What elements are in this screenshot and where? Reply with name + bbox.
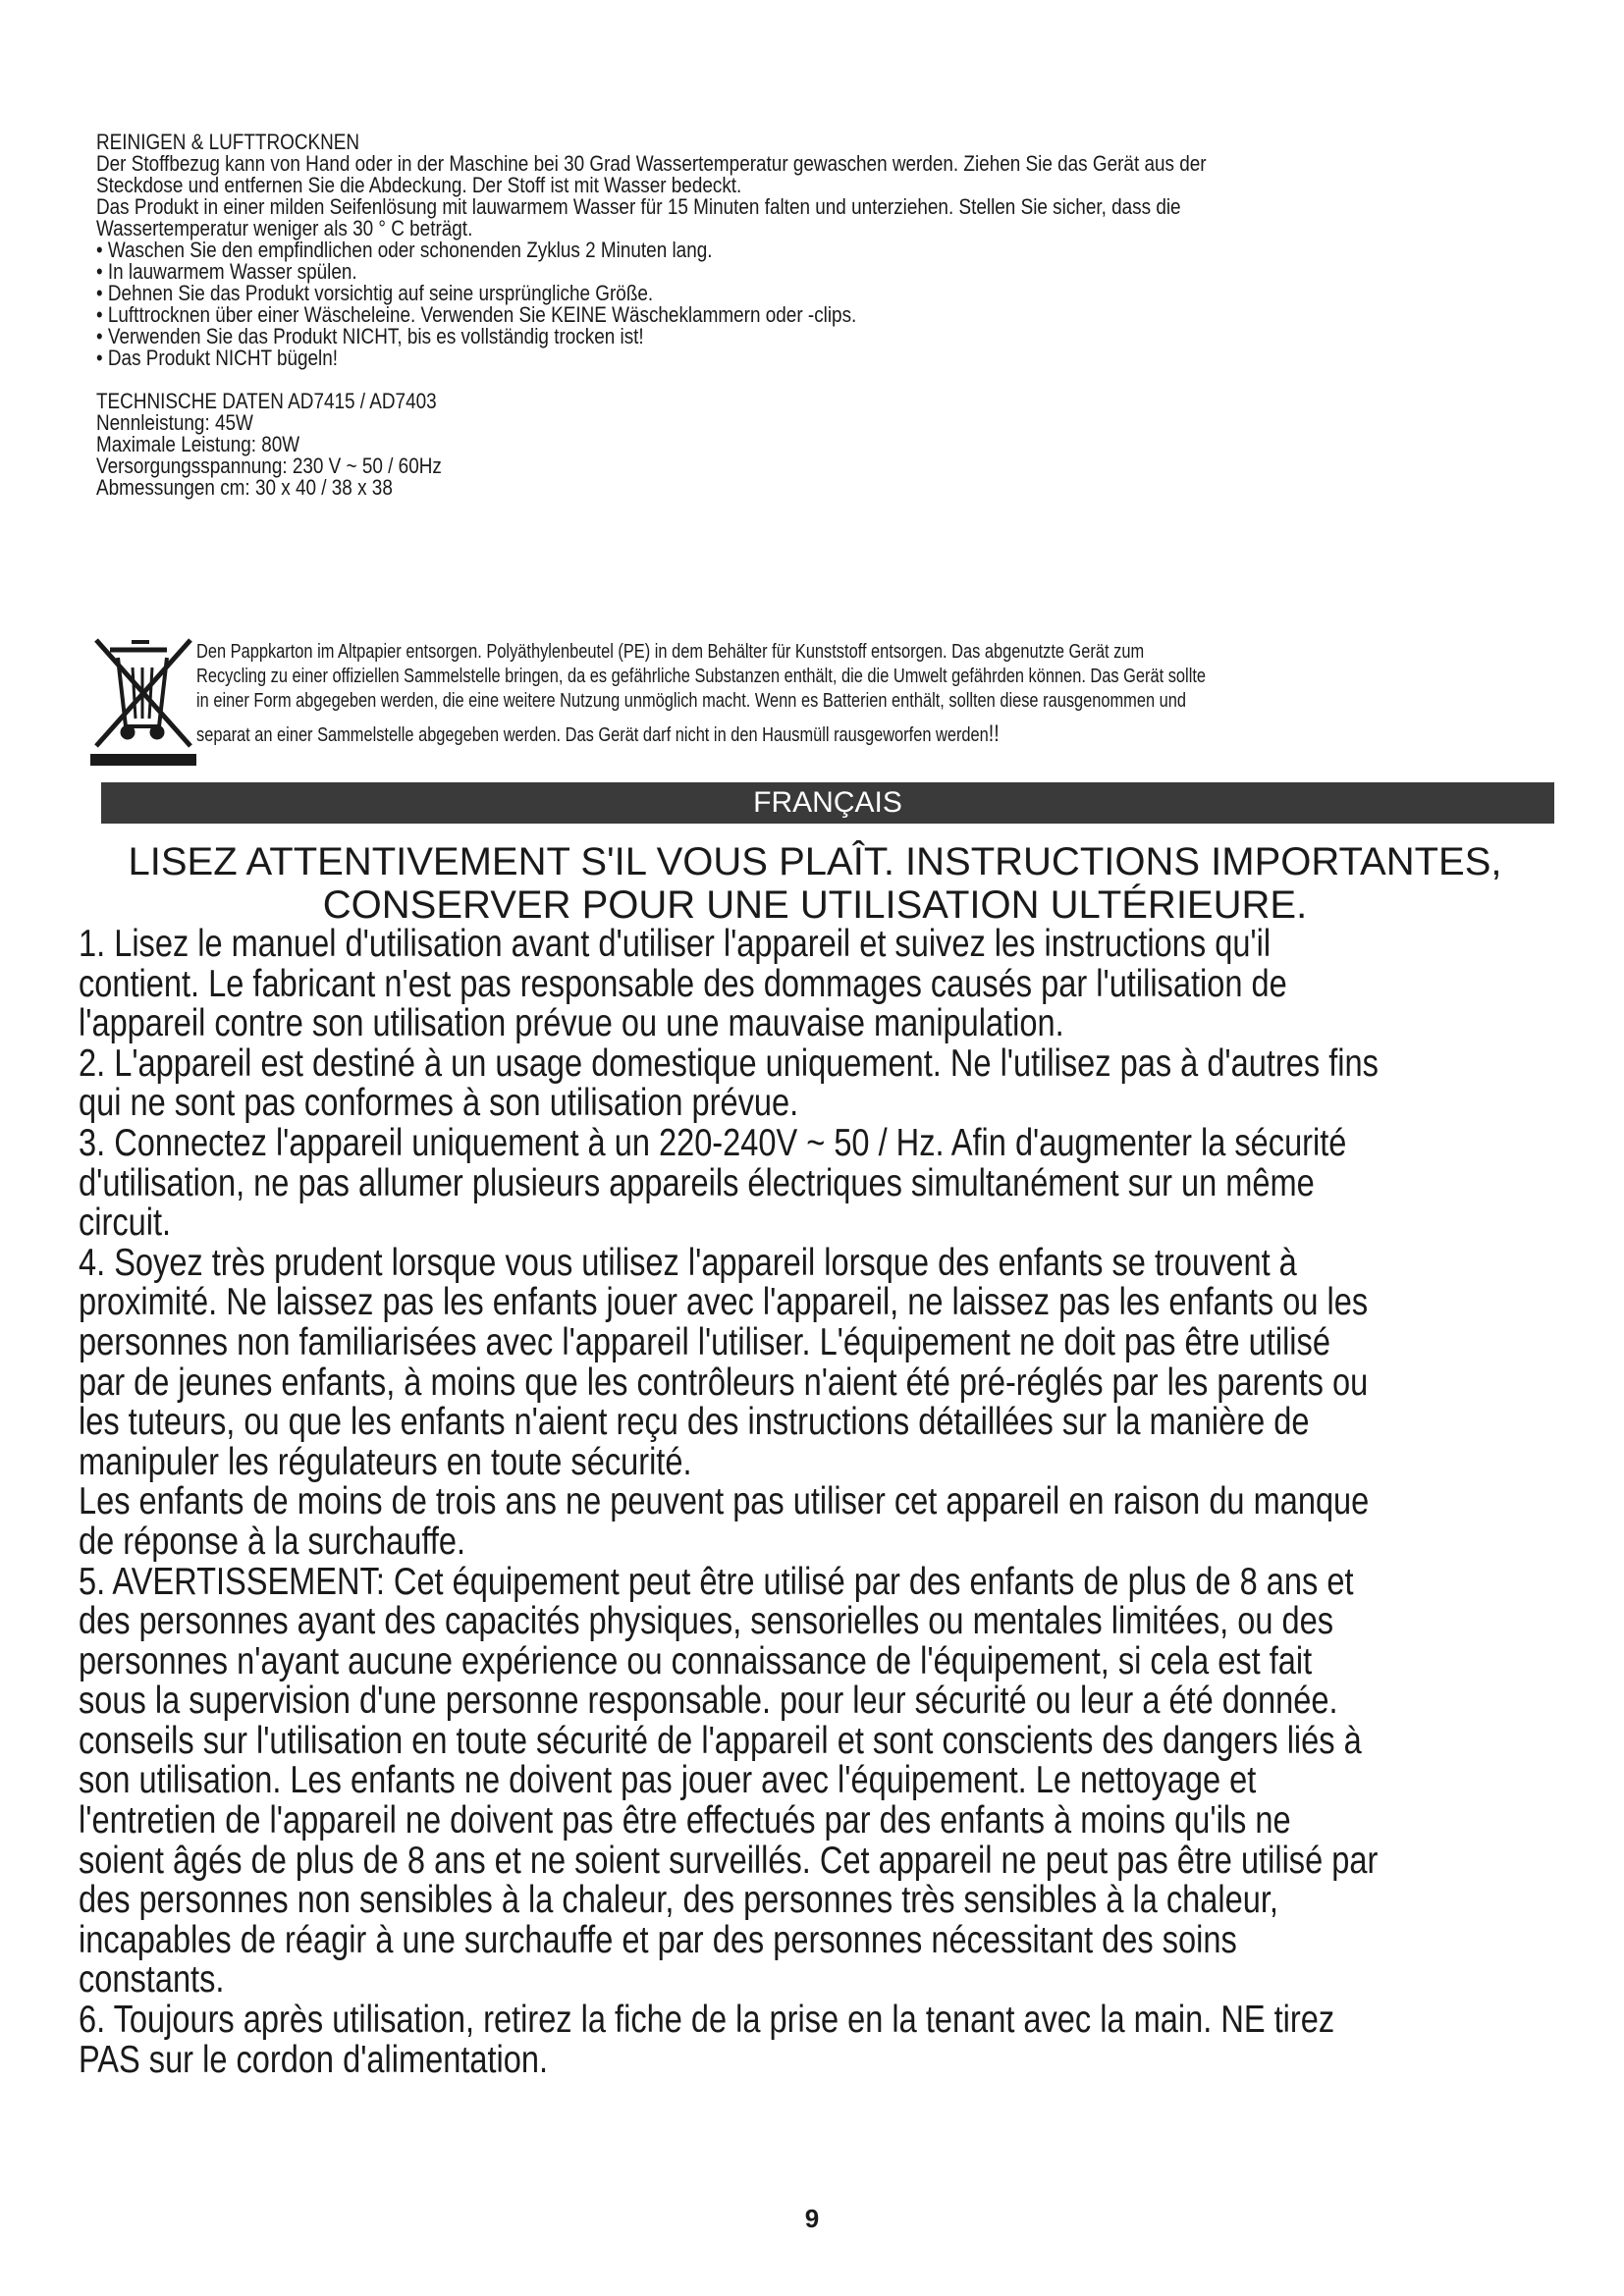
disposal-line: Den Pappkarton im Altpapier entsorgen. Polyäthylenbeutel (PE) in dem Behälter für Kunststoff entsorgen. Das abgenutzte Gerät zum <box>196 641 1145 663</box>
crossed-out-wheelie-bin-icon <box>88 628 198 766</box>
instruction-line: 3. Connectez l'appareil uniquement à un 220-240V ~ 50 / Hz. Afin d'augmenter la sécurité <box>79 1121 1347 1164</box>
instruction-line: manipuler les régulateurs en toute sécurité. <box>79 1440 692 1483</box>
instruction-line: 1. Lisez le manuel d'utilisation avant d'utiliser l'appareil et suivez les instructions qu'il <box>79 923 1272 965</box>
cleaning-line: Wassertemperatur weniger als 30 ° C beträgt. <box>96 216 473 240</box>
tech-line: Versorgungsspannung: 230 V ~ 50 / 60Hz <box>96 454 442 478</box>
instruction-line: l'appareil contre son utilisation prévue ou une mauvaise manipulation. <box>79 1002 1064 1045</box>
cleaning-bullet: • In lauwarmem Wasser spülen. <box>96 259 357 284</box>
instruction-line: personnes non familiarisées avec l'appareil l'utiliser. L'équipement ne doit pas être utilisé <box>79 1320 1330 1363</box>
instruction-line: conseils sur l'utilisation en toute sécurité de l'appareil et sont conscients des dangers liés à <box>79 1719 1362 1762</box>
french-instructions <box>79 925 1554 2080</box>
cleaning-bullet: • Dehnen Sie das Produkt vorsichtig auf seine ursprüngliche Größe. <box>96 281 654 305</box>
german-section <box>96 132 1346 499</box>
disposal-line <box>196 721 1500 748</box>
french-title <box>79 840 1551 927</box>
disposal-line: in einer Form abgegeben werden, die eine weitere Nutzung unmöglich macht. Wenn es Batterien enthält, sollten diese rausgenommen und <box>196 690 1186 712</box>
cleaning-line: Der Stoffbezug kann von Hand oder in der Maschine bei 30 Grad Wassertemperatur gewaschen werden. Ziehen Sie das Gerät aus der <box>96 151 1207 176</box>
instruction-line: incapables de réagir à une surchauffe et par des personnes nécessitant des soins <box>79 1918 1237 1961</box>
instruction-line: les tuteurs, ou que les enfants n'aient reçu des instructions détaillées sur la manière de <box>79 1401 1310 1444</box>
instruction-line: par de jeunes enfants, à moins que les contrôleurs n'aient été pré-réglés par les parents ou <box>79 1361 1369 1404</box>
cleaning-heading: REINIGEN & LUFTTROCKNEN <box>96 130 360 154</box>
instruction-line: d'utilisation, ne pas allumer plusieurs appareils électriques simultanément sur un même <box>79 1161 1315 1204</box>
cleaning-line: Steckdose und entfernen Sie die Abdeckung. Der Stoff ist mit Wasser bedeckt. <box>96 173 742 197</box>
cleaning-line: Das Produkt in einer milden Seifenlösung mit lauwarmem Wasser für 15 Minuten falten und unterziehen. Stellen Sie sicher, dass die <box>96 194 1181 219</box>
cleaning-bullet: • Verwenden Sie das Produkt NICHT, bis es vollständig trocken ist! <box>96 324 644 348</box>
instruction-line: son utilisation. Les enfants ne doivent pas jouer avec l'équipement. Le nettoyage et <box>79 1759 1257 1802</box>
instruction-line: 6. Toujours après utilisation, retirez la fiche de la prise en la tenant avec la main. NE tirez <box>79 1999 1335 2042</box>
instruction-line: des personnes non sensibles à la chaleur, des personnes très sensibles à la chaleur, <box>79 1879 1278 1922</box>
spacer <box>96 369 1346 391</box>
tech-heading: TECHNISCHE DATEN AD7415 / AD7403 <box>96 389 437 413</box>
cleaning-bullet: • Waschen Sie den empfindlichen oder schonenden Zyklus 2 Minuten lang. <box>96 238 713 262</box>
instruction-line: sous la supervision d'une personne responsable. pour leur sécurité ou leur a été donnée. <box>79 1680 1338 1723</box>
disposal-exclamation: !! <box>988 721 1000 747</box>
tech-line: Nennleistung: 45W <box>96 410 253 435</box>
title-line: LISEZ ATTENTIVEMENT S'IL VOUS PLAÎT. INSTRUCTIONS IMPORTANTES, <box>128 840 1502 883</box>
cleaning-bullet: • Das Produkt NICHT bügeln! <box>96 346 339 370</box>
cleaning-bullet: • Lufttrocknen über einer Wäscheleine. Verwenden Sie KEINE Wäscheklammern oder -clips. <box>96 302 857 327</box>
disposal-notice <box>88 628 1542 766</box>
instruction-line: PAS sur le cordon d'alimentation. <box>79 2038 549 2081</box>
disposal-line-text: separat an einer Sammelstelle abgegeben werden. Das Gerät darf nicht in den Hausmüll rausgeworfen werden <box>196 724 989 746</box>
instruction-line: contient. Le fabricant n'est pas responsable des dommages causés par l'utilisation de <box>79 962 1287 1005</box>
instruction-line: des personnes ayant des capacités physiques, sensorielles ou mentales limitées, ou des <box>79 1600 1334 1643</box>
language-section-header: FRANÇAIS <box>101 782 1554 824</box>
disposal-line: Recycling zu einer offiziellen Sammelstelle bringen, da es gefährliche Substanzen enthält, die die Umwelt gefährden können. Das Gerät sollte <box>196 666 1207 687</box>
instruction-line: 2. L'appareil est destiné à un usage domestique uniquement. Ne l'utilisez pas à d'autres fins <box>79 1041 1379 1085</box>
instruction-line: personnes n'ayant aucune expérience ou connaissance de l'équipement, si cela est fait <box>79 1639 1313 1682</box>
tech-line: Abmessungen cm: 30 x 40 / 38 x 38 <box>96 475 393 500</box>
instruction-line: soient âgés de plus de 8 ans et ne soient surveillés. Cet appareil ne peut pas être utilisé par <box>79 1839 1379 1882</box>
instruction-line: de réponse à la surchauffe. <box>79 1520 466 1563</box>
instruction-line: 4. Soyez très prudent lorsque vous utilisez l'appareil lorsque des enfants se trouvent à <box>79 1241 1297 1284</box>
instruction-line: Les enfants de moins de trois ans ne peuvent pas utiliser cet appareil en raison du manque <box>79 1480 1370 1523</box>
disposal-text <box>196 640 1500 748</box>
page-number: 9 <box>804 2204 820 2233</box>
title-line: CONSERVER POUR UNE UTILISATION ULTÉRIEURE. <box>322 883 1308 927</box>
instruction-line: 5. AVERTISSEMENT: Cet équipement peut être utilisé par des enfants de plus de 8 ans et <box>79 1560 1354 1603</box>
instruction-line: constants. <box>79 1958 225 2002</box>
instruction-line: l'entretien de l'appareil ne doivent pas être effectués par des enfants à moins qu'ils ne <box>79 1799 1291 1842</box>
tech-line: Maximale Leistung: 80W <box>96 432 300 456</box>
instruction-line: qui ne sont pas conformes à son utilisation prévue. <box>79 1082 799 1125</box>
instruction-line: proximité. Ne laissez pas les enfants jouer avec l'appareil, ne laissez pas les enfants ou les <box>79 1281 1369 1324</box>
instruction-line: circuit. <box>79 1201 172 1245</box>
